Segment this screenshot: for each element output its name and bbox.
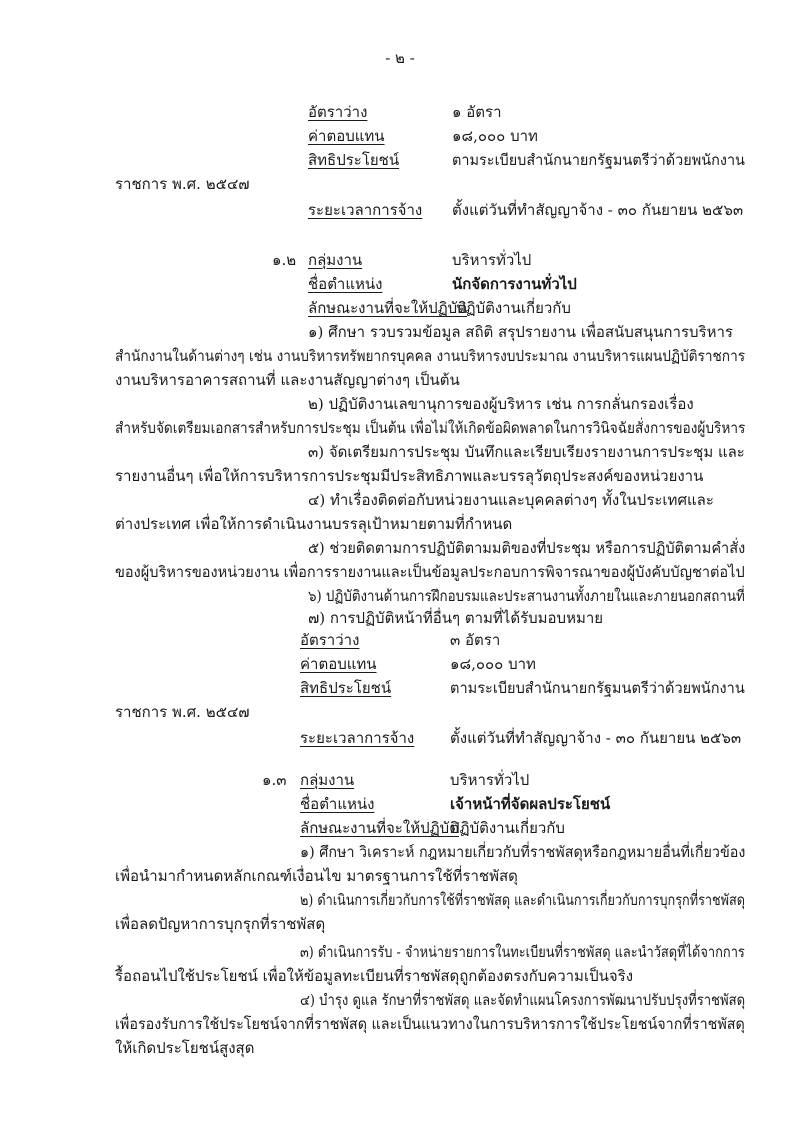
pay-value: ๑๘,๐๐๐ บาท bbox=[452, 127, 538, 145]
benefit-value: ตามระเบียบสำนักนายกรัฐมนตรีว่าด้วยพนักงาน bbox=[452, 151, 745, 169]
position-label: ชื่อตำแหน่ง bbox=[308, 275, 383, 293]
duty-item: ๓) ดำเนินการรับ - จำหน่ายรายการในทะเบียนที่ราชพัสดุ และนำวัสดุที่ได้จากการ bbox=[300, 943, 745, 961]
duty-item-cont: ของผู้บริหารของหน่วยงาน เพื่อการรายงานและเป็นข้อมูลประกอบการพิจารณาของผู้บังคับบัญชาต่อไป bbox=[115, 563, 745, 581]
page-number: - ๒ - bbox=[385, 49, 415, 67]
period-value: ตั้งแต่วันที่ทำสัญญาจ้าง - ๓๐ กันยายน ๒๕๖๓ bbox=[452, 201, 744, 219]
vacancy-value: ๑ อัตรา bbox=[452, 103, 502, 121]
duty-item-cont: สำนักงานในด้านต่างๆ เช่น งานบริหารทรัพยากรบุคคล งานบริหารงบประมาณ งานบริหารแผนปฏิบัติราชการ bbox=[115, 347, 746, 365]
duty-item: ๗) การปฏิบัติหน้าที่อื่นๆ ตามที่ได้รับมอบหมาย bbox=[308, 609, 604, 627]
duty-value: ปฏิบัติงานเกี่ยวกับ bbox=[456, 299, 571, 317]
duty-item-cont: เพื่อนำมากำหนดหลักเกณฑ์เงื่อนไข มาตรฐานการใช้ที่ราชพัสดุ bbox=[115, 867, 518, 885]
duty-item: ๖) ปฏิบัติงานด้านการฝึกอบรมและประสานงานทั้งภายในและภายนอกสถานที่ bbox=[308, 587, 745, 605]
group-label: กลุ่มงาน bbox=[300, 771, 355, 789]
section-number: ๑.๒ bbox=[272, 251, 297, 269]
vacancy-label: อัตราว่าง bbox=[308, 103, 368, 121]
duty-item: ๔) บำรุง ดูแล รักษาที่ราชพัสดุ และจัดทำแผนโครงการพัฒนาปรับปรุงที่ราชพัสดุ bbox=[300, 991, 746, 1009]
benefit-continuation: ราชการ พ.ศ. ๒๕๔๗ bbox=[115, 703, 250, 721]
duty-item: ๓) จัดเตรียมการประชุม บันทึกและเรียบเรียงรายงานการประชุม และ bbox=[308, 443, 745, 461]
period-label: ระยะเวลาการจ้าง bbox=[300, 729, 415, 747]
benefit-value: ตามระเบียบสำนักนายกรัฐมนตรีว่าด้วยพนักงาน bbox=[450, 679, 745, 697]
duty-label: ลักษณะงานที่จะให้ปฏิบัติ bbox=[300, 819, 459, 837]
benefit-label: สิทธิประโยชน์ bbox=[300, 679, 392, 697]
duty-item: ๔) ทำเรื่องติดต่อกับหน่วยงานและบุคคลต่างๆ ทั้งในประเทศและ bbox=[308, 491, 714, 509]
period-value: ตั้งแต่วันที่ทำสัญญาจ้าง - ๓๐ กันยายน ๒๕๖๓ bbox=[450, 729, 742, 747]
pay-value: ๑๘,๐๐๐ บาท bbox=[450, 655, 536, 673]
pay-label: ค่าตอบแทน bbox=[300, 655, 377, 673]
duty-item: ๑) ศึกษา รวบรวมข้อมูล สถิติ สรุปรายงาน เพื่อสนับสนุนการบริหาร bbox=[308, 323, 733, 341]
duty-item-cont: รื้อถอนไปใช้ประโยชน์ เพื่อให้ข้อมูลทะเบียนที่ราชพัสดุถูกต้องตรงกับความเป็นจริง bbox=[115, 967, 634, 985]
duty-value: ปฏิบัติงานเกี่ยวกับ bbox=[450, 819, 565, 837]
duty-item-cont: ต่างประเทศ เพื่อให้การดำเนินงานบรรลุเป้าหมายตามที่กำหนด bbox=[115, 515, 513, 533]
pay-label: ค่าตอบแทน bbox=[308, 127, 385, 145]
benefit-label: สิทธิประโยชน์ bbox=[308, 151, 400, 169]
group-label: กลุ่มงาน bbox=[308, 251, 363, 269]
position-value: เจ้าหน้าที่จัดผลประโยชน์ bbox=[450, 795, 611, 813]
duty-item: ๑) ศึกษา วิเคราะห์ กฎหมายเกี่ยวกับที่ราชพัสดุหรือกฎหมายอื่นที่เกี่ยวข้อง bbox=[300, 843, 746, 861]
duty-item-cont: เพื่อรองรับการใช้ประโยชน์จากที่ราชพัสดุ และเป็นแนวทางในการบริหารการใช้ประโยชน์จากที่ราชพัสดุ bbox=[115, 1015, 745, 1033]
duty-item: ๒) ปฏิบัติงานเลขานุการของผู้บริหาร เช่น การกลั่นกรองเรื่อง bbox=[308, 395, 694, 413]
duty-label: ลักษณะงานที่จะให้ปฏิบัติ bbox=[308, 299, 467, 317]
duty-item-cont: สำหรับจัดเตรียมเอกสารสำหรับการประชุม เป็นต้น เพื่อไม่ให้เกิดข้อผิดพลาดในการวินิจฉัยสั่งการของผู้บริหาร bbox=[115, 419, 746, 437]
benefit-continuation: ราชการ พ.ศ. ๒๕๔๗ bbox=[115, 175, 250, 193]
duty-item-cont: รายงานอื่นๆ เพื่อให้การบริหารการประชุมมีประสิทธิภาพและบรรลุวัตถุประสงค์ของหน่วยงาน bbox=[115, 467, 704, 485]
duty-item-cont: ให้เกิดประโยชน์สูงสุด bbox=[115, 1039, 255, 1057]
position-label: ชื่อตำแหน่ง bbox=[300, 795, 375, 813]
group-value: บริหารทั่วไป bbox=[450, 771, 530, 789]
group-value: บริหารทั่วไป bbox=[452, 251, 532, 269]
duty-item-cont: งานบริหารอาคารสถานที่ และงานสัญญาต่างๆ เป็นต้น bbox=[115, 371, 460, 389]
duty-item: ๒) ดำเนินการเกี่ยวกับการใช้ที่ราชพัสดุ และดำเนินการเกี่ยวกับการบุกรุกที่ราชพัสดุ bbox=[300, 891, 745, 909]
position-value: นักจัดการงานทั่วไป bbox=[452, 275, 577, 293]
vacancy-value: ๓ อัตรา bbox=[450, 631, 501, 649]
period-label: ระยะเวลาการจ้าง bbox=[308, 201, 423, 219]
vacancy-label: อัตราว่าง bbox=[300, 631, 360, 649]
duty-item-cont: เพื่อลดปัญหาการบุกรุกที่ราชพัสดุ bbox=[115, 915, 326, 933]
section-number: ๑.๓ bbox=[262, 771, 287, 789]
duty-item: ๕) ช่วยติดตามการปฏิบัติตามมติของที่ประชุม หรือการปฏิบัติตามคำสั่ง bbox=[308, 539, 746, 557]
